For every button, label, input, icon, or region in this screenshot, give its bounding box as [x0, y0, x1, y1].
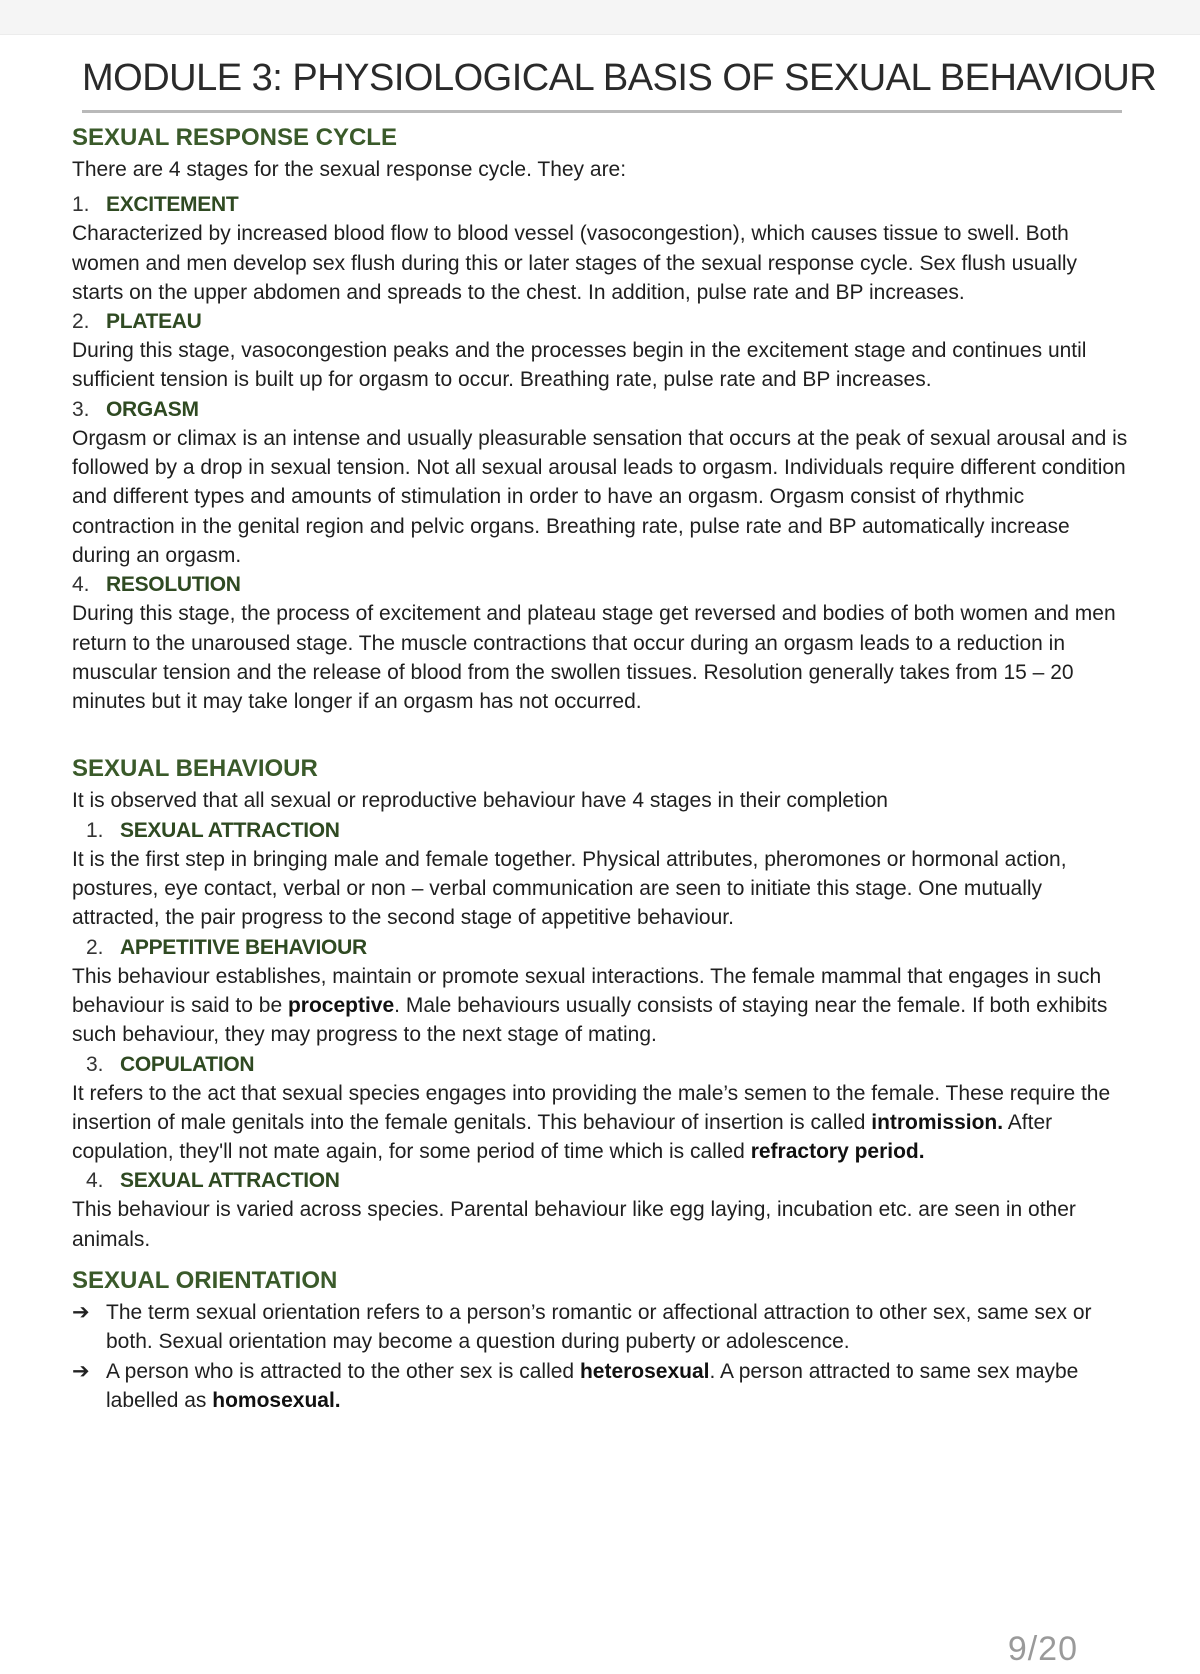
text-segment: . Male behaviours usually consists of staying near the female. If both exhibits such behaviour, they may progress to the next stage of mating. [72, 993, 1108, 1047]
spacer [72, 1254, 1128, 1264]
stage-number: 4. [72, 573, 90, 597]
stage-heading [72, 395, 1128, 424]
stage-heading [72, 816, 1128, 845]
stage-name: APPETITIVE BEHAVIOUR [120, 935, 367, 959]
stage-name: SEXUAL ATTRACTION [120, 818, 340, 842]
section-sexual-response-cycle [72, 121, 1128, 716]
bullet-text [106, 1357, 1128, 1416]
stage-text: It is the first step in bringing male and female together. Physical attributes, pheromones or hormonal action, postures, eye contact, verbal or non – verbal communication are seen to initiate this stage. One mutually attracted, the pair progress to the second stage of appetitive behaviour. [72, 847, 1067, 930]
bullet-item [72, 1357, 1128, 1416]
stage-heading [72, 307, 1128, 336]
bold-term: homosexual. [212, 1388, 341, 1412]
text-segment: This behaviour establishes, maintain or promote sexual interactions. The female mammal that engages in such behaviour is said to be [72, 964, 1102, 1017]
stage-heading [72, 1050, 1128, 1079]
stage-heading [72, 570, 1128, 599]
stage-name: EXCITEMENT [106, 193, 239, 217]
stage-text: This behaviour is varied across species. Parental behaviour like egg laying, incubation etc. are seen in other animals. [72, 1198, 1076, 1251]
bullet-item [72, 1298, 1128, 1357]
stage-number: 2. [86, 935, 104, 959]
section-sexual-orientation [72, 1264, 1128, 1415]
section-heading: SEXUAL ORIENTATION [72, 1267, 338, 1295]
right-arrow-icon: ➔ [72, 1301, 90, 1325]
stage-name: SEXUAL ATTRACTION [120, 1169, 340, 1193]
section-intro: It is observed that all sexual or reproductive behaviour have 4 stages in their completion [72, 789, 888, 813]
stage-name: RESOLUTION [106, 573, 241, 597]
stage-heading [72, 933, 1128, 962]
stage-heading [72, 190, 1128, 219]
stage-text [72, 962, 1128, 1050]
section-intro: There are 4 stages for the sexual response cycle. They are: [72, 158, 627, 181]
bold-term: intromission. [871, 1110, 1004, 1134]
text-segment: . A person attracted to same sex maybe labelled as [106, 1359, 1079, 1412]
title-rule [82, 110, 1122, 113]
text-segment: After copulation, they'll not mate again, for some period of time which is called [72, 1110, 1053, 1164]
top-strip [0, 0, 1200, 35]
document-page [72, 52, 1157, 1415]
stage-number: 2. [72, 310, 90, 334]
stage-number: 1. [72, 193, 90, 217]
stage-name: ORGASM [106, 397, 199, 421]
stage-text: Characterized by increased blood flow to blood vessel (vasocongestion), which causes tissue to swell. Both women and men develop sex flush during this or later stages of the sexual response cycle. Sex flush usually starts on the upper abdomen and spreads to the chest. In addition, pulse rate and BP increases. [72, 222, 1078, 304]
spacer [72, 716, 1128, 752]
page-title: MODULE 3: PHYSIOLOGICAL BASIS OF SEXUAL BEHAVIOUR [82, 57, 1157, 99]
page-number: 9/20 [1007, 1630, 1078, 1668]
bold-term: proceptive [287, 993, 395, 1017]
text-segment: A person who is attracted to the other sex is called [106, 1359, 580, 1383]
stage-name: COPULATION [120, 1052, 255, 1076]
stage-heading [72, 1166, 1128, 1195]
section-heading: SEXUAL RESPONSE CYCLE [72, 124, 397, 151]
text-segment: It refers to the act that sexual species engages into providing the male’s semen to the female. These require the insertion of male genitals into the female genitals. This behaviour of insertion is called [72, 1081, 1111, 1134]
stage-text: Orgasm or climax is an intense and usually pleasurable sensation that occurs at the peak of sexual arousal and is followed by a drop in sexual tension. Not all sexual arousal leads to orgasm. Individuals require different condition and different types and amounts of stimulation in order to have an orgasm. Orgasm consist of rhythmic contraction in the genital region and pelvic organs. Breathing rate, pulse rate and BP automatically increase during an orgasm. [72, 426, 1128, 567]
stage-text: During this stage, the process of excitement and plateau stage get reversed and bodies of both women and men return to the unaroused stage. The muscle contractions that occur during an orgasm leads to a reduction in muscular tension and the release of blood from the swollen tissues. Resolution generally takes from 15 – 20 minutes but it may take longer if an orgasm has not occurred. [72, 602, 1116, 714]
stage-text: During this stage, vasocongestion peaks and the processes begin in the excitement stage and continues until sufficient tension is built up for orgasm to occur. Breathing rate, pulse rate and BP increases. [72, 339, 1087, 392]
bold-term: heterosexual [579, 1359, 710, 1383]
stage-number: 3. [86, 1052, 104, 1076]
stage-text [72, 1079, 1128, 1167]
stage-number: 3. [72, 397, 90, 421]
stage-number: 1. [86, 818, 104, 842]
bold-term: refractory period. [750, 1140, 925, 1164]
section-sexual-behaviour [72, 752, 1128, 1254]
stage-number: 4. [86, 1169, 104, 1193]
right-arrow-icon: ➔ [72, 1359, 90, 1383]
section-heading: SEXUAL BEHAVIOUR [72, 755, 318, 783]
bullet-text: The term sexual orientation refers to a person’s romantic or affectional attraction to other sex, same sex or both. Sexual orientation may become a question during puberty or adolescence. [106, 1301, 1092, 1354]
stage-name: PLATEAU [106, 310, 202, 334]
